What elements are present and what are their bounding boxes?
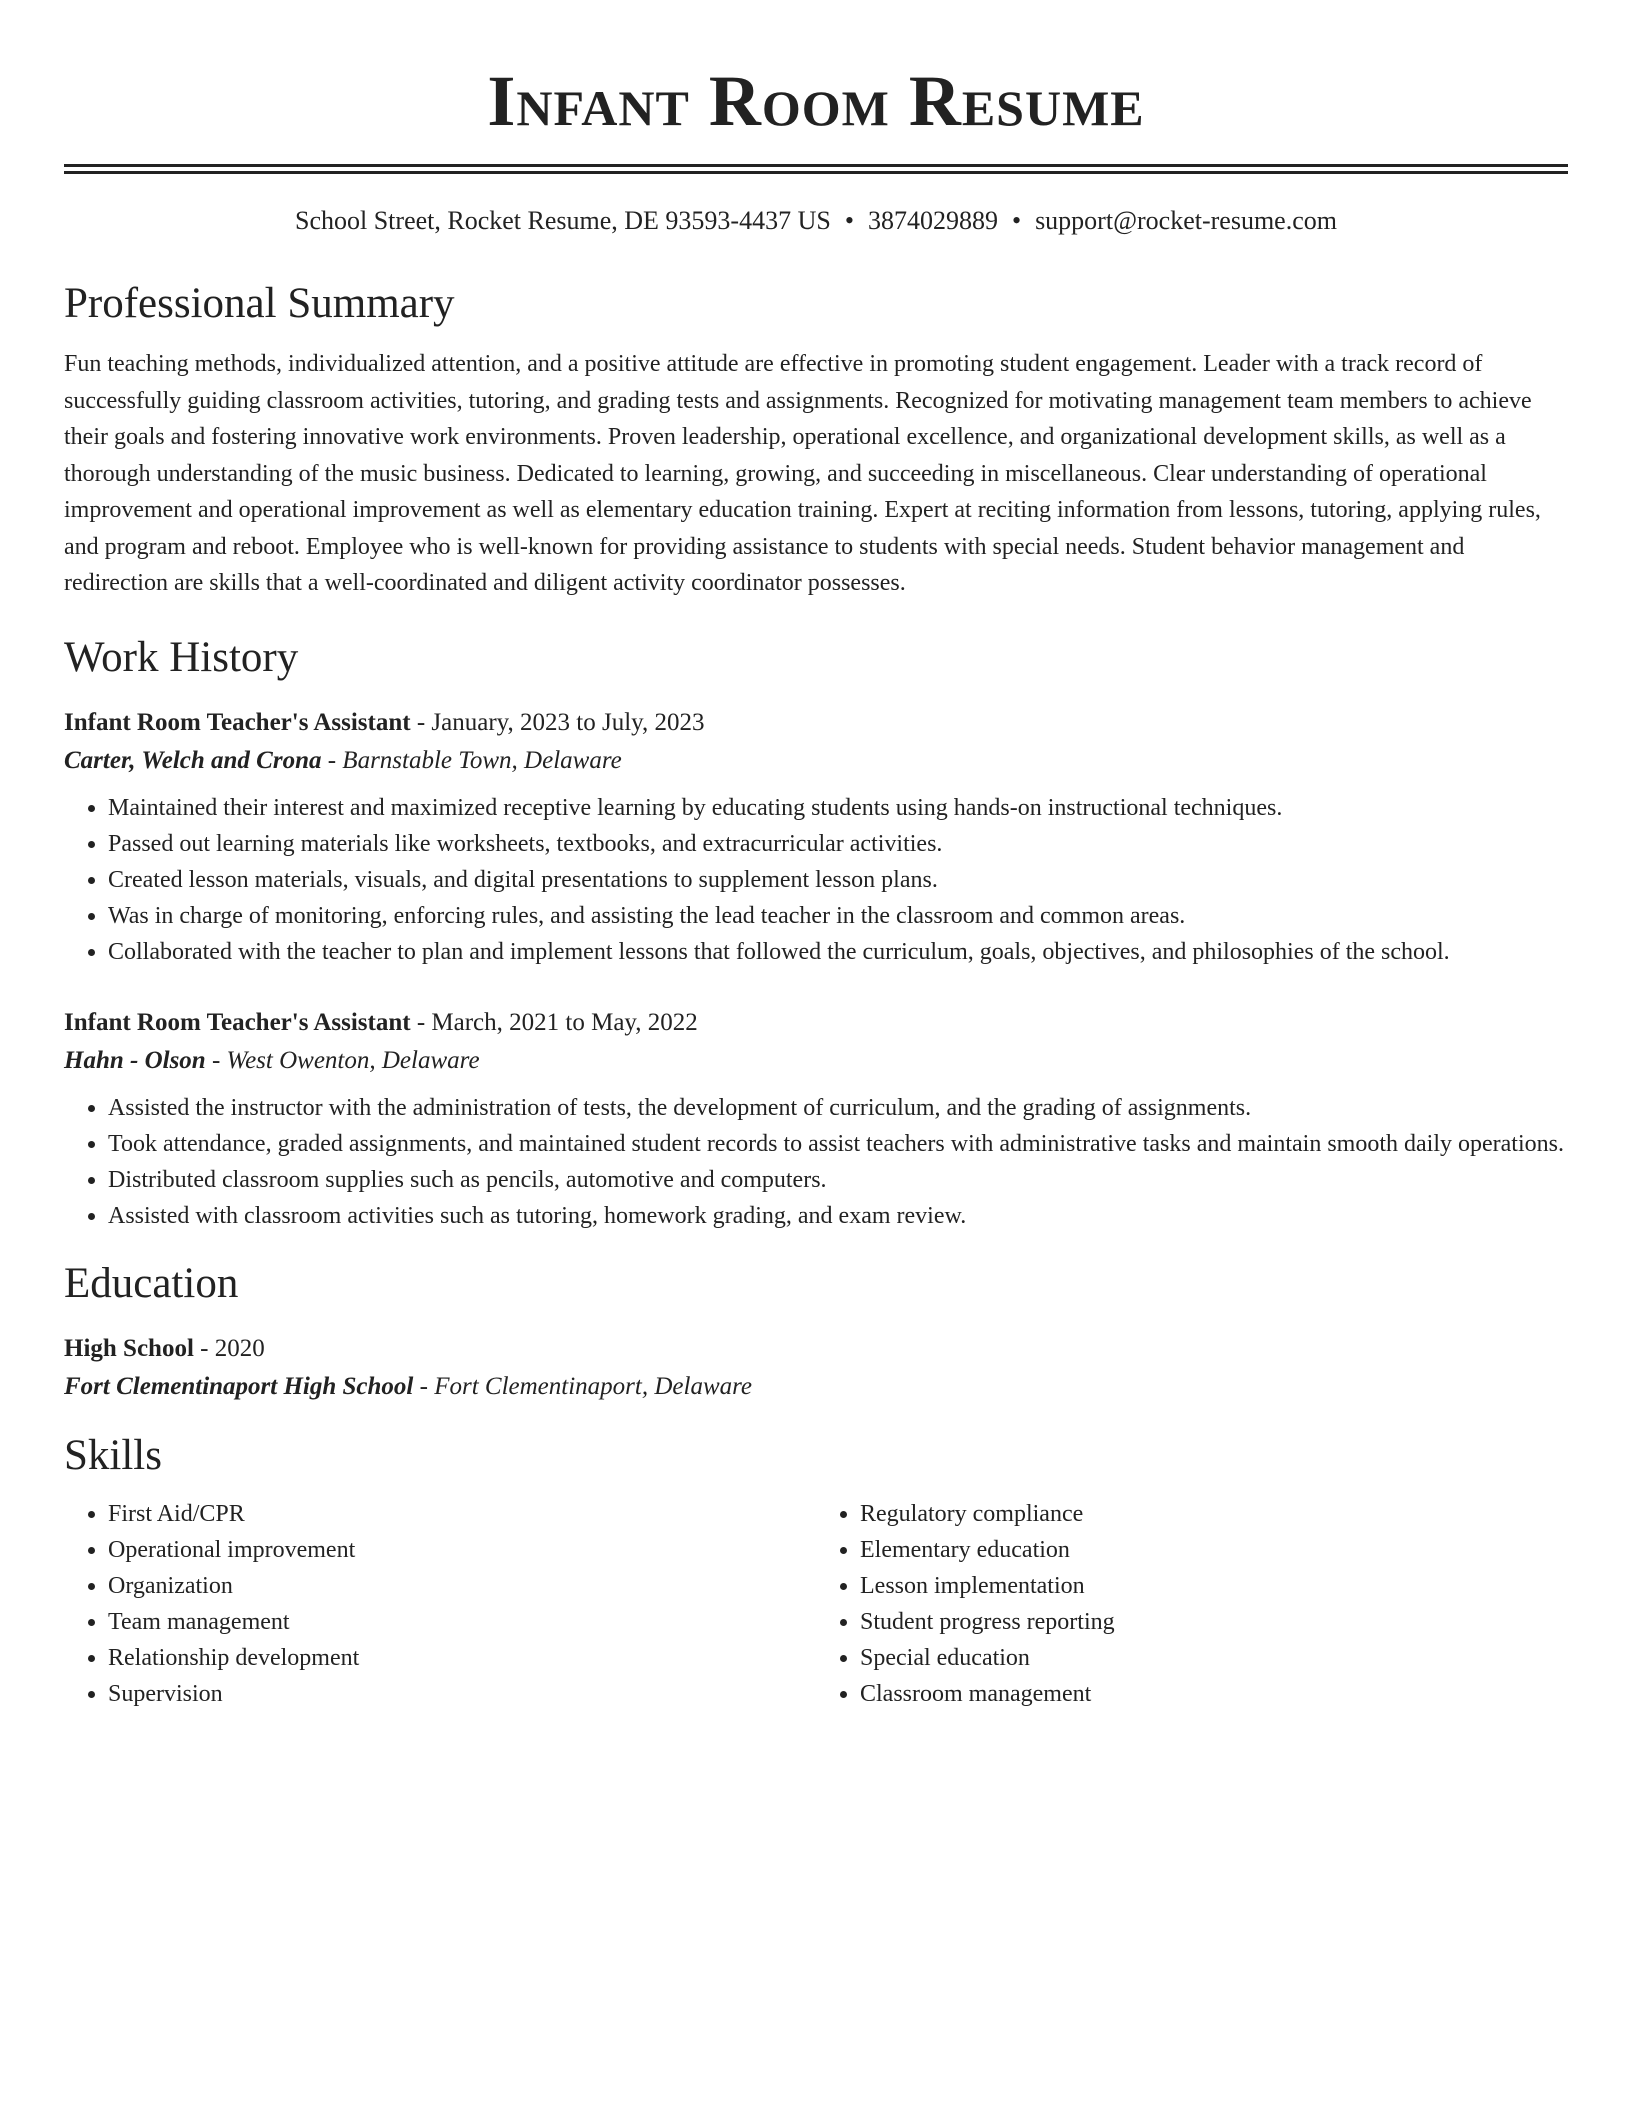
list-item: • Special education — [860, 1640, 1568, 1676]
job-company-line — [64, 1042, 1568, 1080]
list-item: • Maintained their interest and maximized receptive learning by educating students using hands-on instructional techniques. — [108, 790, 1568, 826]
list-item: • First Aid/CPR — [108, 1496, 816, 1532]
education-heading: Education — [64, 1259, 239, 1307]
job-company-line — [64, 742, 1568, 780]
skills-heading: Skills — [64, 1431, 162, 1479]
job-duties-list — [64, 790, 1568, 970]
list-item: • Collaborated with the teacher to plan and implement lessons that followed the curriculum, goals, objectives, and philosophies of the school. — [108, 934, 1568, 970]
list-item: • Passed out learning materials like worksheets, textbooks, and extracurricular activities. — [108, 826, 1568, 862]
list-item: • Supervision — [108, 1676, 816, 1712]
resume-title: Infant Room Resume — [487, 61, 1145, 141]
job-entry-2 — [64, 1004, 1568, 1234]
summary-text: Fun teaching methods, individualized attention, and a positive attitude are effective in promoting student engagement. Leader with a track record of successfully guiding classroom activities, tutoring, and grading tests and assignments. Recognized for motivating management team members to achieve their goals and fostering innovative work environments. Proven leadership, operational excellence, and organizational development skills, as well as a thorough understanding of the music business. Dedicated to learning, growing, and succeeding in miscellaneous. Clear understanding of operational improvement and operational improvement as well as elementary education training. Expert at reciting information from lessons, tutoring, applying rules, and program and reboot. Employee who is well-known for providing assistance to students with special needs. Student behavior management and redirection are skills that a well-coordinated and diligent activity coordinator possesses. — [64, 351, 1541, 596]
summary-heading: Professional Summary — [64, 280, 455, 327]
list-item: • Team management — [108, 1604, 816, 1640]
job-duties-list — [64, 1090, 1568, 1234]
list-item: • Regulatory compliance — [860, 1496, 1568, 1532]
school-name: Fort Clementinaport High School — [64, 1372, 414, 1400]
list-item: • Assisted with classroom activities such as tutoring, homework grading, and exam review. — [108, 1198, 1568, 1234]
list-item: • Created lesson materials, visuals, and digital presentations to supplement lesson plans. — [108, 862, 1568, 898]
company-location: - West Owenton, Delaware — [205, 1046, 480, 1074]
list-item: • Classroom management — [860, 1676, 1568, 1712]
contact-line — [64, 204, 1568, 238]
job-entry-1 — [64, 704, 1568, 970]
list-item: • Lesson implementation — [860, 1568, 1568, 1604]
degree-line — [64, 1330, 1568, 1368]
job-dates: - March, 2021 to May, 2022 — [410, 1008, 698, 1036]
school-line — [64, 1368, 1568, 1406]
list-item: • Elementary education — [860, 1532, 1568, 1568]
job-title-line — [64, 1004, 1568, 1042]
list-item: • Took attendance, graded assignments, and maintained student records to assist teachers with administrative tasks and maintain smooth daily operations. — [108, 1126, 1568, 1162]
job-title: Infant Room Teacher's Assistant — [64, 1008, 411, 1036]
graduation-year: - 2020 — [193, 1334, 265, 1362]
skills-columns — [64, 1496, 1568, 1712]
education-entry — [64, 1330, 1568, 1406]
company-location: - Barnstable Town, Delaware — [321, 746, 622, 774]
skills-list-right — [816, 1496, 1568, 1712]
contact-email: support@rocket-resume.com — [1035, 206, 1337, 235]
job-dates: - January, 2023 to July, 2023 — [410, 708, 705, 736]
list-item: • Student progress reporting — [860, 1604, 1568, 1640]
list-item: • Organization — [108, 1568, 816, 1604]
title-double-rule — [64, 164, 1568, 174]
work-history-heading: Work History — [64, 633, 299, 681]
degree-name: High School — [64, 1334, 194, 1362]
list-item: • Operational improvement — [108, 1532, 816, 1568]
list-item: • Relationship development — [108, 1640, 816, 1676]
list-item: • Distributed classroom supplies such as pencils, automotive and computers. — [108, 1162, 1568, 1198]
company-name: Hahn - Olson — [64, 1046, 206, 1074]
contact-separator: • — [844, 206, 854, 235]
company-name: Carter, Welch and Crona — [64, 746, 322, 774]
job-title-line — [64, 704, 1568, 742]
contact-separator: • — [1011, 206, 1022, 235]
contact-phone: 3874029889 — [867, 206, 998, 235]
contact-address: School Street, Rocket Resume, DE 93593-4437 US — [295, 206, 831, 235]
job-title: Infant Room Teacher's Assistant — [64, 708, 411, 736]
school-location: - Fort Clementinaport, Delaware — [413, 1372, 753, 1400]
list-item: • Was in charge of monitoring, enforcing rules, and assisting the lead teacher in the classroom and common areas. — [108, 898, 1568, 934]
list-item: • Assisted the instructor with the administration of tests, the development of curriculum, and the grading of assignments. — [108, 1090, 1568, 1126]
skills-list-left — [64, 1496, 816, 1712]
